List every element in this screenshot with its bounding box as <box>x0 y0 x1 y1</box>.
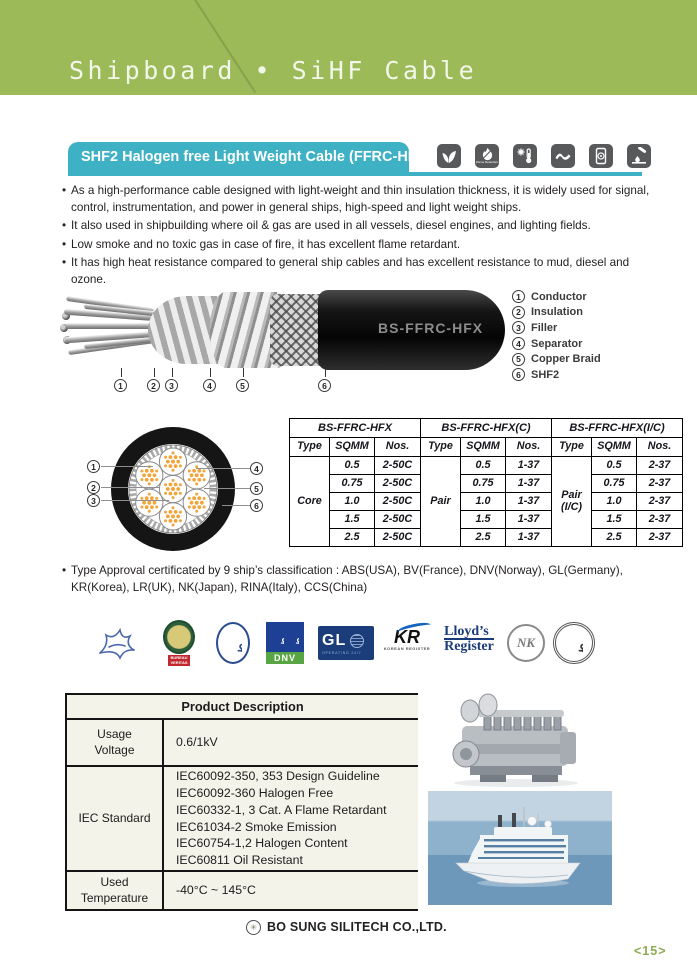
callout-number: 1 <box>114 379 127 392</box>
spec-sqmm: 1.0 <box>461 493 506 511</box>
legend-number: 1 <box>512 290 525 303</box>
spec-data-row <box>290 511 683 529</box>
legend-label: Separator <box>531 337 583 350</box>
heat-resistant-icon <box>513 144 537 168</box>
lloyds-text2: Register <box>444 639 494 654</box>
spec-nos: 2-50C <box>375 457 421 475</box>
bureau-veritas-text2: VERITAS <box>170 659 188 665</box>
intro-bullet: • Low smoke and no toxic gas in case of fire, it has excellent flame retardant. <box>62 237 662 254</box>
spec-sqmm: 2.5 <box>461 529 506 547</box>
kr-logo <box>380 624 434 651</box>
rina-logo <box>552 620 596 666</box>
dnv-wordmark: DNV <box>266 652 304 664</box>
legend-number: 3 <box>512 321 525 334</box>
page-number: <15> <box>634 944 667 958</box>
callout-leader <box>101 500 169 501</box>
spec-sqmm: 0.75 <box>461 475 506 493</box>
xsec-callout-number: 5 <box>250 482 263 495</box>
spec-sqmm: 2.5 <box>592 529 637 547</box>
spec-data-row <box>290 493 683 511</box>
bureau-veritas-text1: BUREAU <box>170 655 188 660</box>
company-logo: ✳ <box>246 920 261 935</box>
spec-sqmm: 0.75 <box>330 475 375 493</box>
usage-voltage-value: 0.6/1kV <box>176 735 218 750</box>
spec-sqmm: 0.5 <box>592 457 637 475</box>
usage-voltage-row <box>67 720 418 767</box>
gl-globe-icon <box>350 634 364 648</box>
spec-sqmm: 1.5 <box>592 511 637 529</box>
oil-resistant-icon <box>627 144 651 168</box>
iec-line: IEC60092-350, 353 Design Guideline <box>176 769 380 784</box>
type-approval-note: • Type Approval certificated by 9 ship’s classification : ABS(USA), BV(France), DNV(Norway), GL(Germany), KR(Korea), LR(UK), NK(Japan), RINA(Italy), CCS(China) <box>62 562 674 596</box>
spec-group-header-row <box>290 419 683 438</box>
spec-data-row <box>290 475 683 493</box>
spec-table <box>289 418 683 547</box>
spec-nos: 1-37 <box>506 529 552 547</box>
lloyds-text1: Lloyd’s <box>444 625 494 640</box>
halogen-free-leaf-icon <box>437 144 461 168</box>
spec-data-row <box>290 457 683 475</box>
xsec-callout-number: 4 <box>250 462 263 475</box>
callout-tick <box>325 368 326 377</box>
dnv-anchors <box>266 622 304 652</box>
xsec-callout-number: 3 <box>87 494 100 507</box>
iec-line: IEC60754-1,2 Halogen Content <box>176 836 348 851</box>
legend-label: Copper Braid <box>531 353 601 366</box>
callout-number: 4 <box>203 379 216 392</box>
iec-standard-row <box>67 767 418 872</box>
used-temperature-value: -40°C ~ 145°C <box>176 883 256 898</box>
usage-voltage-label: Usage Voltage <box>67 720 164 765</box>
spec-col-header: SQMM <box>461 438 506 457</box>
spec-col-header: SQMM <box>592 438 637 457</box>
section-banner-underline <box>68 172 642 176</box>
spec-type-cell: Core <box>290 457 330 547</box>
company-name: BO SUNG SILITECH CO.,LTD. <box>267 920 447 934</box>
callout-tick <box>210 368 211 377</box>
callout-tick <box>121 368 122 377</box>
spec-col-header: Type <box>421 438 461 457</box>
legend-label: Conductor <box>531 290 587 303</box>
callout-leader <box>101 466 153 467</box>
flame-retardant-icon <box>475 144 499 168</box>
legend-label: SHF2 <box>531 368 560 381</box>
callout-leader <box>196 468 252 469</box>
spec-col-header: SQMM <box>330 438 375 457</box>
spec-nos: 2-50C <box>375 493 421 511</box>
layer-legend <box>512 290 601 384</box>
spec-nos: 2-37 <box>637 493 683 511</box>
legend-item <box>512 353 601 366</box>
callout-tick <box>154 368 155 377</box>
wave-icon <box>551 144 575 168</box>
xsec-callout-number: 6 <box>250 499 263 512</box>
spec-nos: 2-50C <box>375 475 421 493</box>
legend-item <box>512 337 601 350</box>
cruise-ship-image <box>428 791 612 905</box>
spec-nos: 2-37 <box>637 457 683 475</box>
spec-sqmm: 0.75 <box>592 475 637 493</box>
spec-sqmm: 1.0 <box>592 493 637 511</box>
marine-engine-image <box>436 692 596 790</box>
nk-seal <box>507 624 545 662</box>
used-temperature-row <box>67 872 418 911</box>
spec-nos: 2-37 <box>637 475 683 493</box>
bureau-veritas-band <box>168 655 189 666</box>
spec-nos: 1-37 <box>506 475 552 493</box>
spec-nos: 1-37 <box>506 511 552 529</box>
spec-data-row <box>290 529 683 547</box>
lloyds-register-logo <box>440 625 498 653</box>
spec-nos: 1-37 <box>506 493 552 511</box>
callout-tick <box>172 368 173 377</box>
abs-logo <box>93 621 141 665</box>
legend-item <box>512 368 601 381</box>
callout-number: 6 <box>318 379 331 392</box>
spec-col-header: Nos. <box>506 438 552 457</box>
legend-item <box>512 321 601 334</box>
cable-photo-figure <box>60 282 505 400</box>
page-title: Shipboard • SiHF Cable <box>69 56 478 85</box>
bureau-veritas-logo <box>158 619 200 667</box>
spec-type-cell: Pair <box>421 457 461 547</box>
spec-col-header: Type <box>290 438 330 457</box>
spec-sqmm: 1.5 <box>330 511 375 529</box>
iec-line: IEC60092-360 Halogen Free <box>176 785 334 800</box>
spec-nos: 2-37 <box>637 511 683 529</box>
spec-nos: 2-37 <box>637 529 683 547</box>
legend-item <box>512 306 601 319</box>
nk-monogram: NK <box>516 635 536 650</box>
callout-leader <box>101 487 159 488</box>
legend-number: 5 <box>512 353 525 366</box>
cable-cross-section-diagram <box>108 424 238 554</box>
iec-line: IEC61034-2 Smoke Emission <box>176 819 337 834</box>
intro-bullet-list <box>62 183 662 290</box>
spec-sqmm: 2.5 <box>330 529 375 547</box>
iec-standard-label: IEC Standard <box>67 767 164 870</box>
cable-jacket-print: BS-FFRC-HFX <box>378 320 484 336</box>
spec-sqmm: 0.5 <box>461 457 506 475</box>
spec-sqmm: 1.0 <box>330 493 375 511</box>
seal-ring <box>216 622 250 664</box>
xsec-callout-number: 2 <box>87 481 100 494</box>
xsec-callout-number: 1 <box>87 460 100 473</box>
product-description-table <box>65 693 418 911</box>
spec-col-header: Nos. <box>637 438 683 457</box>
spec-group-name: BS-FFRC-HFX <box>290 419 421 438</box>
legend-number: 6 <box>512 368 525 381</box>
intro-bullet: • It also used in shipbuilding where oil & gas are used in all vessels, diesel engines, and lighting fields. <box>62 218 662 235</box>
bureau-veritas-medal <box>163 620 195 654</box>
rina-seal <box>553 622 595 664</box>
legend-item <box>512 290 601 303</box>
spec-nos: 2-50C <box>375 511 421 529</box>
intro-bullet: • It has high heat resistance compared to general ship cables and has excellent resistance to mud, diesel and ozone. <box>62 255 662 288</box>
spec-nos: 1-37 <box>506 457 552 475</box>
spec-col-header: Nos. <box>375 438 421 457</box>
flame-retardant-icon-label: Flame Retardant <box>475 160 499 165</box>
legend-number: 4 <box>512 337 525 350</box>
kr-subtext: KOREAN REGISTER <box>383 646 431 651</box>
spec-nos: 2-50C <box>375 529 421 547</box>
legend-number: 2 <box>512 306 525 319</box>
legend-label: Filler <box>531 321 558 334</box>
callout-leader <box>222 505 252 506</box>
spec-group-name: BS-FFRC-HFX(C) <box>421 419 552 438</box>
gl-logo <box>318 626 374 660</box>
enclosure-icon <box>589 144 613 168</box>
spec-col-header: Type <box>552 438 592 457</box>
dnv-logo <box>265 620 305 666</box>
legend-label: Insulation <box>531 306 583 319</box>
callout-tick <box>243 368 244 377</box>
class-society-seal-logo <box>213 621 253 665</box>
kr-wordmark: KR <box>394 627 420 647</box>
callout-number: 5 <box>236 379 249 392</box>
gl-subtext: OPERATING 24/7 <box>322 650 362 655</box>
callout-leader <box>204 488 252 489</box>
spec-group-name: BS-FFRC-HFX(I/C) <box>552 419 683 438</box>
section-banner: SHF2 Halogen free Light Weight Cable (FFRC-HFX) <box>68 142 409 172</box>
callout-number: 3 <box>165 379 178 392</box>
used-temperature-label: Used Temperature <box>67 872 164 909</box>
spec-column-header-row <box>290 438 683 457</box>
gl-wordmark: GL <box>322 631 347 649</box>
callout-number: 2 <box>147 379 160 392</box>
spec-sqmm: 0.5 <box>330 457 375 475</box>
iec-line: IEC60332-1, 3 Cat. A Flame Retardant <box>176 802 387 817</box>
intro-bullet: • As a high-performance cable designed with light-weight and thin insulation thickness, it is widely used for signal, control, instrumentation, and power in general ships, high-speed and light weight ships. <box>62 183 662 216</box>
iec-line: IEC60811 Oil Resistant <box>176 853 303 868</box>
spec-type-cell: Pair (I/C) <box>552 457 592 547</box>
nk-logo <box>506 621 546 665</box>
product-description-title: Product Description <box>67 695 418 720</box>
spec-sqmm: 1.5 <box>461 511 506 529</box>
